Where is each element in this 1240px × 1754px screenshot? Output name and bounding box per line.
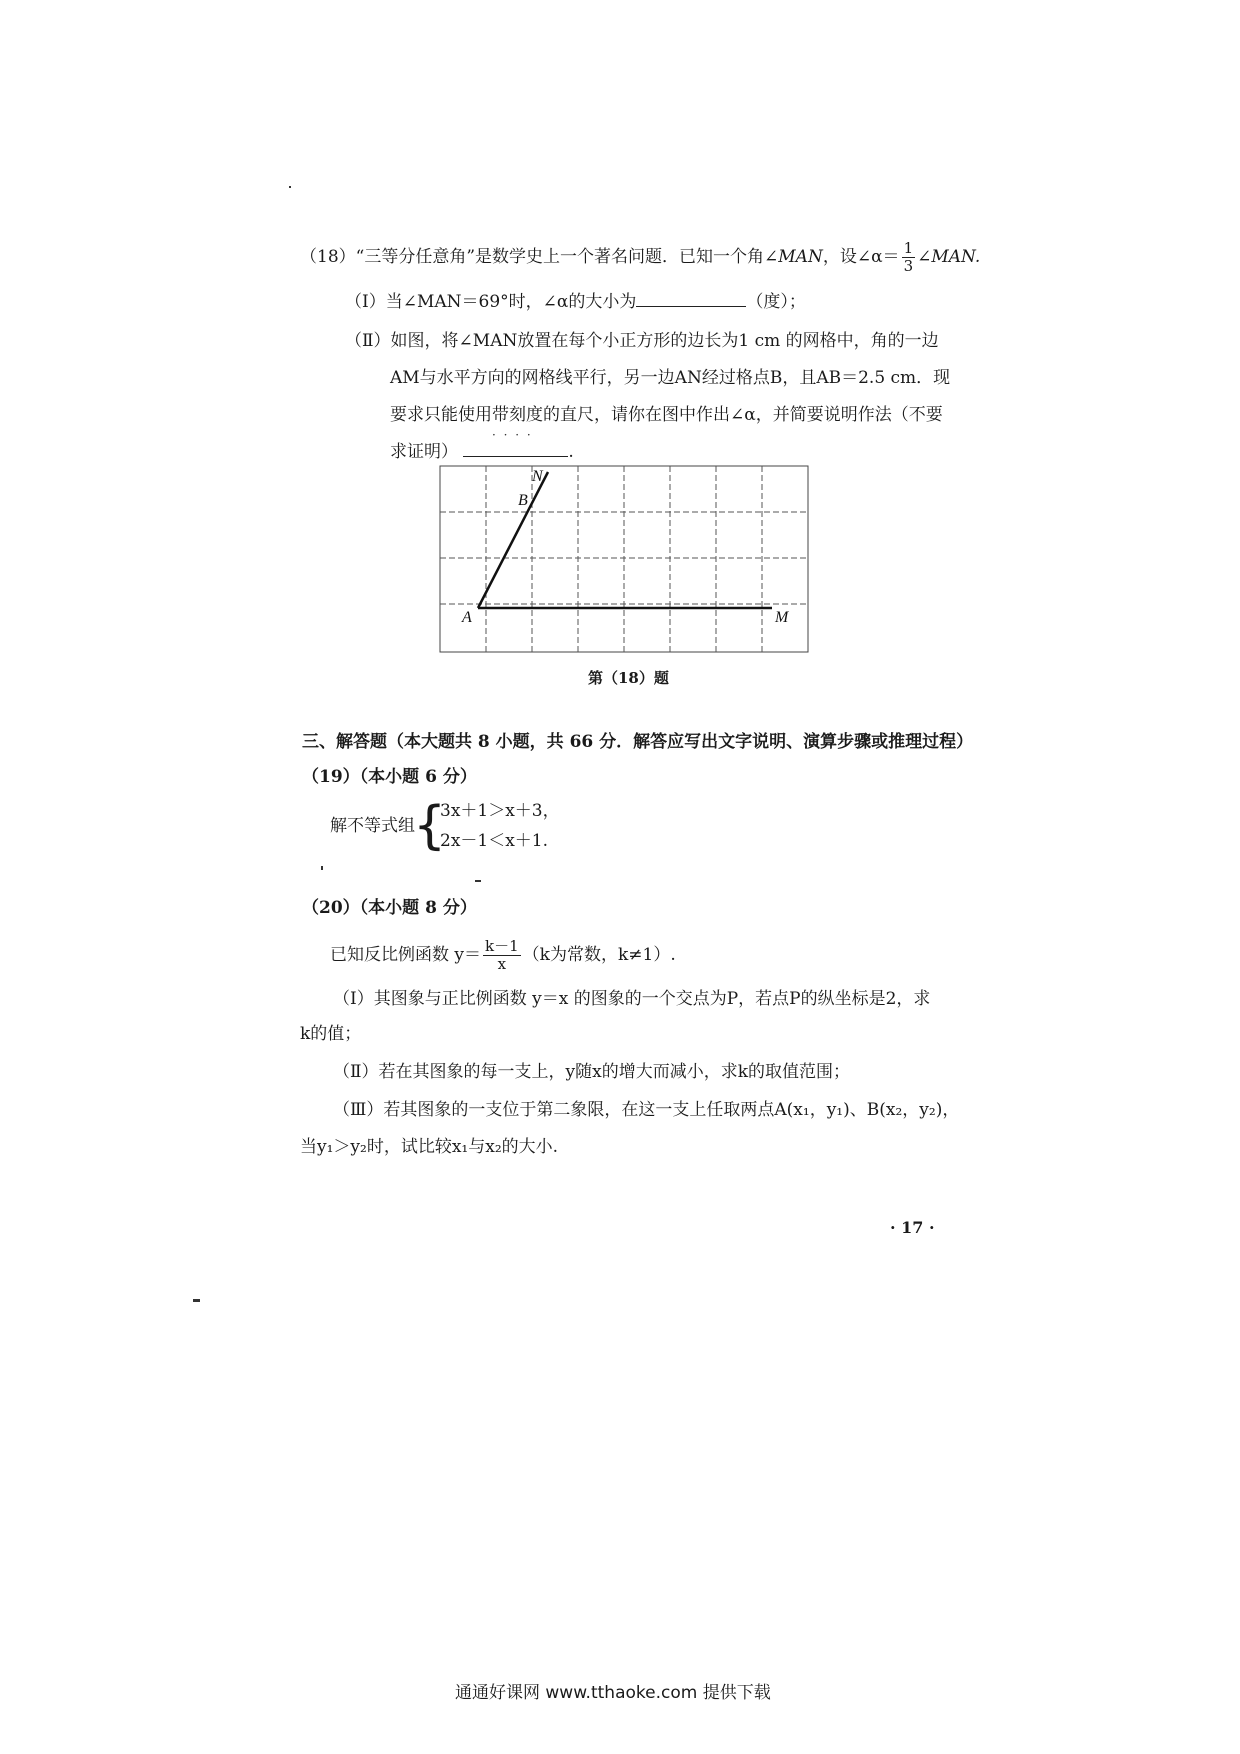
q19-inequality-2: 2x－1＜x＋1. <box>440 831 549 851</box>
section-heading: 三、解答题（本大题共 8 小题，共 66 分．解答应写出文字说明、演算步骤或推理过程） <box>302 732 974 752</box>
emphasis-dots: 带刻度 · · · · <box>492 405 543 425</box>
q18-intro: （18）“三等分任意角”是数学史上一个著名问题．已知一个角∠MAN，设∠α＝ $\frac{1}{3}$ ∠MAN. <box>300 239 981 275</box>
q20-part3-line1: （Ⅲ）若其图象的一支位于第二象限，在这一支上任取两点A(x₁，y₁)、B(x₂，y₂)， <box>333 1100 960 1120</box>
figure-caption: 第（18）题 <box>588 669 669 687</box>
q20-heading: （20）（本小题 8 分） <box>302 898 477 918</box>
q20-lead: 已知反比例函数 y＝ $\frac{k-1}{x}$ （k为常数，k≠1）. <box>330 937 676 973</box>
q18-fraction: $\frac{1}{3}$ <box>903 239 914 275</box>
q18-part2-answer-blank[interactable] <box>463 440 568 457</box>
label-A: A <box>462 609 472 626</box>
q20-part1-line2: k的值； <box>300 1024 362 1044</box>
q18-part2-line4: 求证明） . <box>390 442 574 462</box>
q19-lead: 解不等式组 <box>330 816 415 836</box>
scan-speck <box>289 186 291 188</box>
label-M: M <box>775 609 789 626</box>
q20-part3-line2: 当y₁＞y₂时，试比较x₁与x₂的大小. <box>300 1137 559 1157</box>
q18-part2-line2: AM与水平方向的网格线平行，另一边AN经过格点B，且AB＝2.5 cm．现 <box>390 368 951 388</box>
q18-part2-line3: 要求只能使用带刻度 · · · ·的直尺，请你在图中作出∠α，并简要说明作法（不要 <box>390 403 943 427</box>
ray-AN <box>478 472 548 608</box>
q20-fraction: $\frac{k-1}{x}$ <box>485 937 519 973</box>
footer-credit: 通通好课网 www.tthaoke.com 提供下载 <box>455 1683 771 1703</box>
q18-part1-answer-blank[interactable] <box>636 290 746 307</box>
scan-speck <box>475 880 481 882</box>
q19-heading: （19）（本小题 6 分） <box>302 767 477 787</box>
q18-grid-figure <box>436 462 812 658</box>
scan-speck <box>321 866 323 870</box>
q20-part1-line1: （Ⅰ）其图象与正比例函数 y＝x 的图象的一个交点为P，若点P的纵坐标是2，求 <box>333 989 931 1009</box>
label-B: B <box>518 492 528 509</box>
q18-part1: （Ⅰ）当∠MAN＝69°时，∠α的大小为 （度）； <box>345 292 806 312</box>
brace-icon: { <box>413 796 447 856</box>
q18-part2-line1: （Ⅱ）如图，将∠MAN放置在每个小正方形的边长为1 cm 的网格中，角的一边 <box>345 331 939 351</box>
page-number: · 17 · <box>890 1218 935 1237</box>
scan-speck <box>193 1299 200 1302</box>
q20-part2: （Ⅱ）若在其图象的每一支上，y随x的增大而减小，求k的取值范围； <box>333 1062 851 1082</box>
label-N: N <box>532 468 543 485</box>
grid-lines <box>440 466 808 652</box>
q19-inequality-1: 3x＋1＞x＋3， <box>440 801 560 821</box>
